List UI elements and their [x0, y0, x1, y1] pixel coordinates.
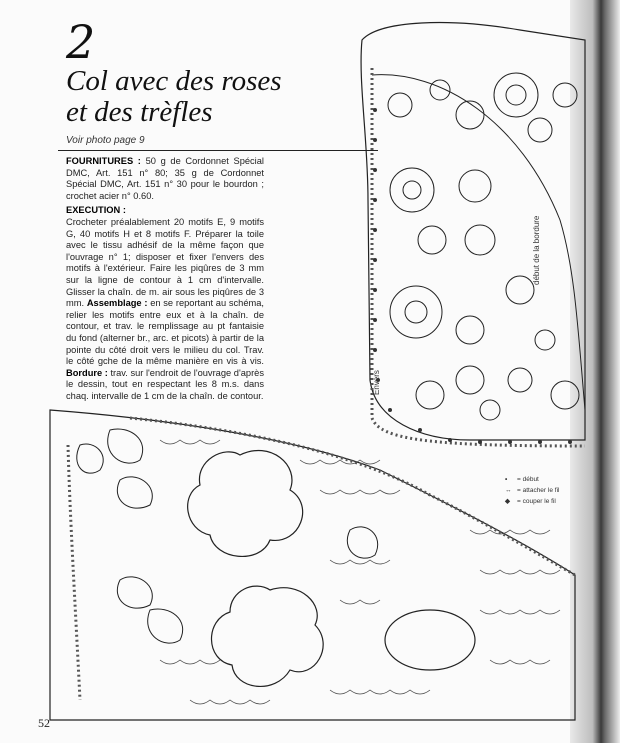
- lower-collar-border: [68, 445, 80, 700]
- page-number: 52: [38, 716, 50, 730]
- lower-flowers: [188, 450, 475, 686]
- execution-section: [66, 205, 264, 402]
- instructions-block: [66, 156, 264, 405]
- lower-collar-outline: [50, 410, 575, 720]
- assemblage-text: en se reportant au schéma, relier les motifs entre eux et à la chaîn. de contour, et trav. le remplissage au pt fantaisie du fond (alterner br., arc. et picots) à partir de la pointe du côté droit vers le milieu du col. Trav. le côté gche de la même manière en vis à vis.: [66, 298, 265, 367]
- title-line-1: Col avec des roses: [66, 65, 282, 97]
- lower-trefoils: [77, 429, 378, 643]
- legend-item: [505, 496, 585, 507]
- upper-collar-inner-curve: [372, 75, 585, 410]
- legend-item: [505, 474, 585, 485]
- fournitures-label: FOURNITURES :: [66, 156, 141, 166]
- fournitures-text: 50 g de Cordonnet Spécial DMC, Art. 151 n° 80; 35 g de Cordonnet Spécial DMC, Art. 151 n° 30 pour le bourdon ; crochet acier n° 0.60.: [66, 156, 264, 201]
- bordure-text: trav. sur l'endroit de l'ouvrage d'après le dessin, tout en respectant les 8 m.s. dans chaq. intervalle de 1 cm de la chaîn. de contour.: [66, 367, 264, 401]
- photo-reference: Voir photo page 9: [66, 135, 145, 146]
- upper-collar-outline: [361, 23, 585, 440]
- chapter-number: 2: [66, 15, 96, 69]
- lower-mesh: [160, 440, 560, 704]
- fournitures-section: [66, 156, 264, 202]
- legend-label: = couper le fil: [517, 498, 556, 505]
- start-icon: •: [505, 476, 508, 483]
- legend: [505, 474, 585, 507]
- assemblage-label: Assemblage :: [86, 298, 148, 309]
- page-title: [66, 66, 326, 128]
- legend-label: = début: [517, 476, 539, 483]
- title-line-2: et des trèfles: [66, 96, 213, 128]
- legend-item: [505, 485, 585, 496]
- label-debut-bordure: début de la bordure: [532, 215, 541, 285]
- attach-icon: ↔: [505, 487, 512, 494]
- label-envers: Envers: [372, 370, 381, 395]
- execution-label: EXECUTION :: [66, 205, 126, 216]
- upper-flowers: [388, 73, 579, 420]
- bordure-label: Bordure :: [66, 367, 108, 378]
- legend-label: = attacher le fil: [517, 487, 560, 494]
- title-rule: [58, 150, 378, 151]
- upper-collar-border: [372, 68, 585, 446]
- cut-icon: ◆: [505, 498, 510, 505]
- execution-text: Crocheter préalablement 20 motifs E, 9 motifs G, 40 motifs H et 8 motifs F. Préparer la toile avec le tissu adhésif de la même façon que l'ouvrage n° 1; disposer et fixer l'envers des motifs à l'extérieur. Faire les piqûres de 3 mm sur la ligne de contour à 1 cm d'intervalle. Glisser la chaîn. de m. air sous les piqûres de 3 mm.: [66, 216, 264, 309]
